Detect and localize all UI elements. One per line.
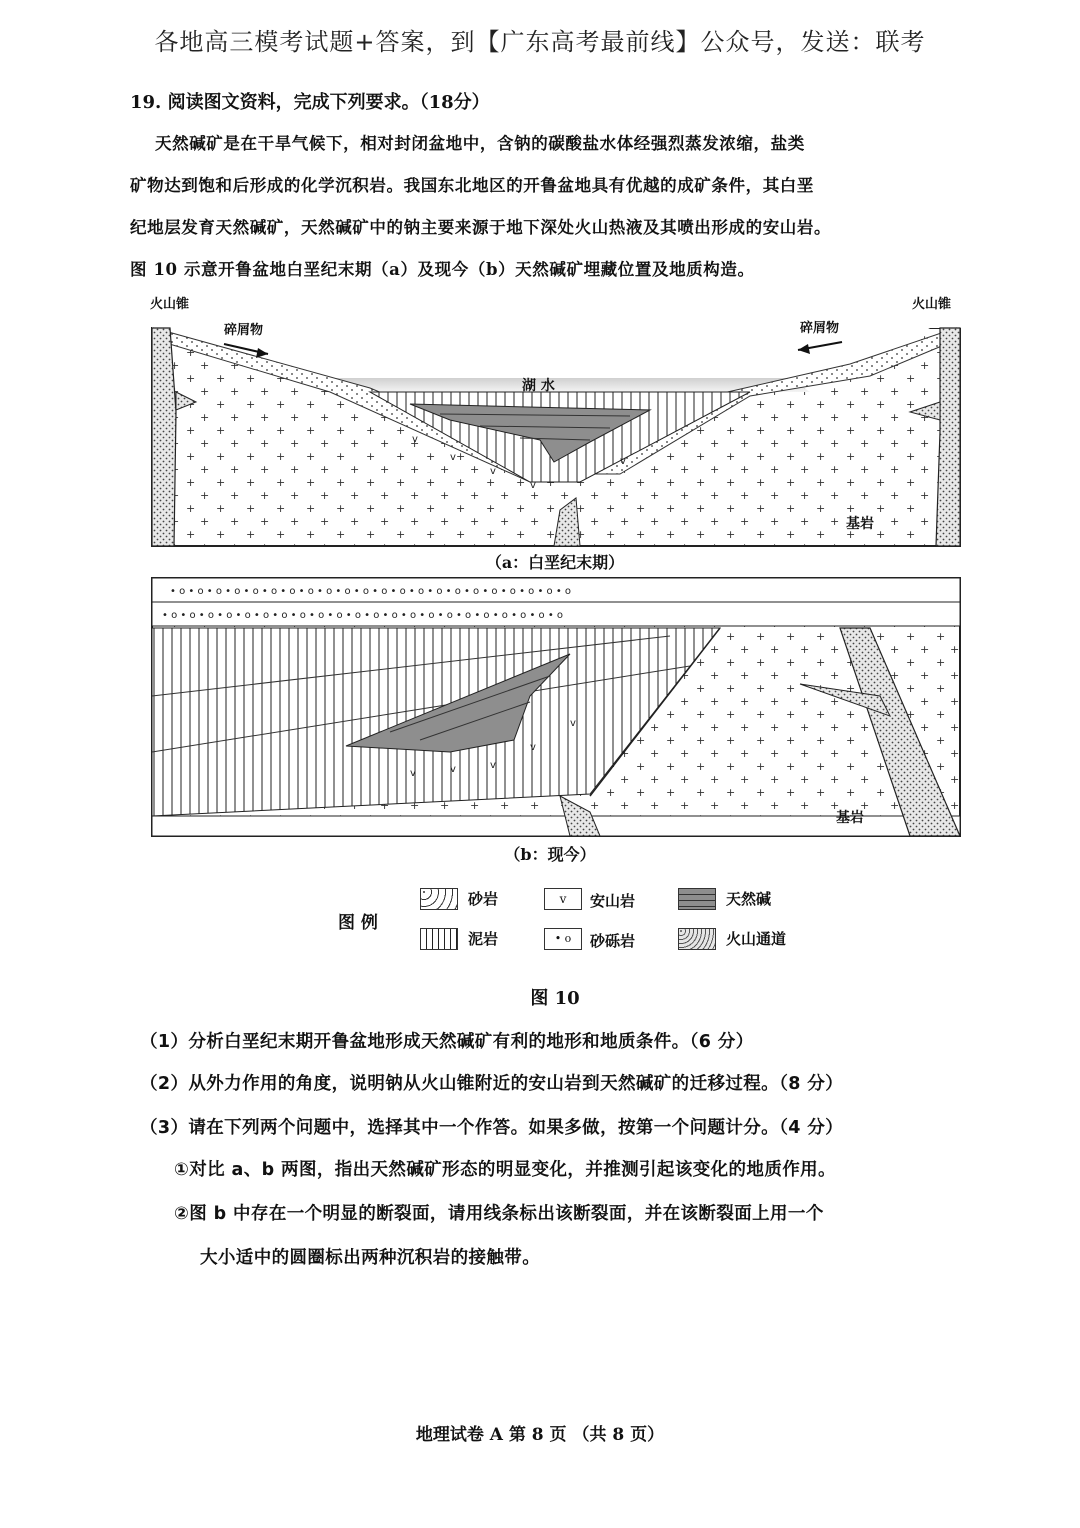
paragraph-line-4: 图 10 示意开鲁盆地白垩纪末期（a）及现今（b）天然碱矿埋藏位置及地质构造。	[130, 260, 755, 279]
paragraph-line-1: 天然碱矿是在干旱气候下，相对封闭盆地中，含钠的碳酸盐水体经强烈蒸发浓缩，盐类	[155, 134, 805, 153]
legend-title: 图 例	[338, 913, 378, 933]
label-volcano-left: 火山锥	[150, 297, 190, 312]
subquestion-3: （3）请在下列两个问题中，选择其中一个作答。如果多做，按第一个问题计分。（4 分）	[140, 1118, 844, 1138]
figure-b-cross-section	[150, 576, 962, 838]
legend-swatch-trona	[678, 888, 716, 910]
label-lake: 湖 水	[522, 378, 555, 394]
svg-text:v: v	[410, 768, 416, 779]
legend-swatch-sandstone	[420, 888, 458, 910]
svg-text:v: v	[620, 456, 626, 467]
label-bedrock-b: 基岩	[836, 810, 864, 826]
label-bedrock-a: 基岩	[846, 516, 874, 532]
legend-label-sandstone: 砂岩	[468, 890, 499, 908]
legend-swatch-mudstone	[420, 928, 458, 950]
figure-title: 图 10	[530, 988, 580, 1009]
svg-text:v: v	[530, 480, 536, 491]
label-debris-right: 碎屑物	[800, 321, 840, 336]
label-debris-left: 碎屑物	[224, 323, 264, 338]
paragraph-line-2: 矿物达到饱和后形成的化学沉积岩。我国东北地区的开鲁盆地具有优越的成矿条件，其白垩	[130, 176, 814, 195]
svg-text:v: v	[490, 466, 496, 477]
subquestion-3-option-2-cont: 大小适中的圆圈标出两种沉积岩的接触带。	[200, 1248, 541, 1268]
paragraph-line-3: 纪地层发育天然碱矿，天然碱矿中的钠主要来源于地下深处火山热液及其喷出形成的安山岩。	[130, 218, 832, 237]
legend-swatch-volcanic-conduit	[678, 928, 716, 950]
subquestion-3-option-1: ①对比 a、b 两图，指出天然碱矿形态的明显变化，并推测引起该变化的地质作用。	[174, 1160, 836, 1180]
svg-text:v: v	[490, 760, 496, 771]
subquestion-2: （2）从外力作用的角度，说明钠从火山锥附近的安山岩到天然碱矿的迁移过程。（8 分）	[140, 1074, 844, 1094]
legend-swatch-conglomerate: • o	[544, 928, 582, 950]
subquestion-1: （1）分析白垩纪末期开鲁盆地形成天然碱矿有利的地形和地质条件。（6 分）	[140, 1032, 754, 1052]
subquestion-3-option-2: ②图 b 中存在一个明显的断裂面，请用线条标出该断裂面，并在该断裂面上用一个	[174, 1204, 824, 1224]
svg-text:• o • o • o • o • o • o • o •: • o • o • o • o • o • o • o • o • o • o • o • o • o • o • o • o • o • o • o • o • o • o	[170, 586, 572, 597]
header-banner: 各地高三模考试题+答案，到【广东高考最前线】公众号，发送：联考	[154, 28, 926, 56]
label-volcano-right: 火山锥	[912, 297, 952, 312]
legend-label-andesite: 安山岩	[590, 892, 636, 910]
svg-text:v: v	[530, 742, 536, 753]
legend-label-mudstone: 泥岩	[468, 930, 499, 948]
figure-a-cross-section	[150, 292, 962, 548]
legend-label-conglomerate: 砂砾岩	[590, 932, 636, 950]
svg-text:v: v	[450, 452, 456, 463]
svg-text:• o • o • o • o • o • o • o •: • o • o • o • o • o • o • o • o • o • o • o • o • o • o • o • o • o • o • o • o • o • o	[162, 610, 564, 621]
svg-text:v: v	[570, 718, 576, 729]
legend-label-trona: 天然碱	[726, 890, 772, 908]
legend-swatch-andesite: v	[544, 888, 582, 910]
volcano-conduit-left	[152, 328, 176, 546]
legend-label-volcanic-conduit: 火山通道	[726, 930, 787, 948]
svg-text:v: v	[450, 764, 456, 775]
svg-text:v: v	[412, 434, 418, 445]
figure-b-caption: （b：现今）	[504, 845, 596, 864]
volcano-conduit-right	[936, 328, 960, 546]
page-footer: 地理试卷 A 第 8 页 （共 8 页）	[415, 1425, 665, 1445]
figure-a-caption: （a：白垩纪末期）	[485, 553, 625, 572]
question-title: 19. 阅读图文资料，完成下列要求。（18分）	[130, 92, 490, 113]
